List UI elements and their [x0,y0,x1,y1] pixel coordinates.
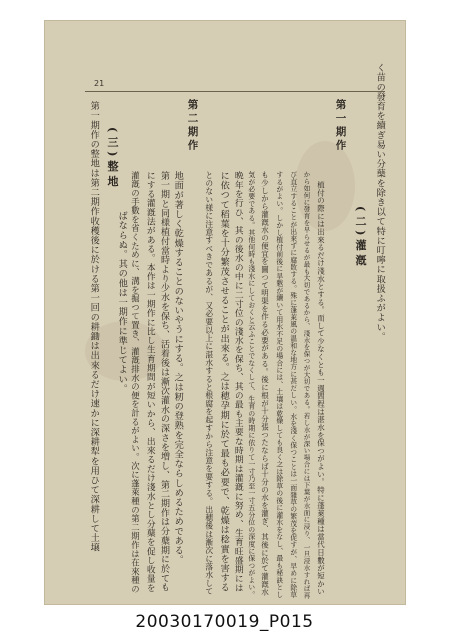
text-column: 地面が著しく乾燥することのないやうにする。之は籾の登熟を完全ならしめるためである。 [172,171,184,565]
text-column: から如何に發育を早らせるが最も大切であるから、淺水を保つが大切である。若し水が深い場合には下葉が水面に浸り、一旦浸水すれば再 [302,171,311,599]
section-heading-irrigation: (二)灌漑 [354,206,367,270]
text-column: も少しから灌漑水の便宜を圖つて明渠を作る必要がある。後に根が十分張つたならば十分の水を灌ぎ、其後に於て灌漑水 [260,171,270,596]
text-column: 灌漑の手數を省くために、溝を掘つて置き、灌漑排水の便を計るがよい。次に蓬萊種の第二期作は在來種の [130,171,141,594]
section-heading-land-preparation: (三)整地 [106,127,119,191]
text-column: び直立することが出來ずに腐敗する。殊に蓬萊風の温和な地方に甚だしい。水を淺く保つことは一面雜草の繁茂を促すが、早めに除草 [288,171,297,599]
text-column: 気が必要である。其他何時も淺水にしておくと云ふことでなくして、生育の時期に依りて一寸乃至一寸五分位の深度に保つがよい。 [246,171,255,599]
text-column: とのない様に注意すべきであるが、又必要以上に湛水すると根腐を起すから注意を要する。出穂後は漸次に落水して [204,171,214,596]
text-column: 植付の際には出來るだけ淺水とする。而して少なくとも一週間程は湛水を保つがよい。特に蓬萊種は當代日數が短かい [316,181,326,596]
text-column: 晩年を行ひ、其の後水の中に二寸位の淺水を保ち、其の最も主要な時期は灌漑に努め、生育旺盛期には [232,171,243,593]
header-rule [85,91,385,92]
text-column: 第一期作の整地は第二期作收穫後に於ける第一回の耕鋤は出來るだけ速かに深耕犁を用ひて深耕して土壌 [88,101,100,553]
archive-id-caption: 20030170019_P015 [135,612,314,632]
text-column: にする灌漑法がある。本作は一期作に比し生育期間が短いから、出來るだけ淺水とし分蘖を促し收量を [144,171,155,593]
text-column: ばならぬ。其の他は一期作に準じてよい。 [116,211,128,394]
text-column: するがよい。しかし植付前後に旱魃が續いて用水不足の場合には、土壤は乾燥しても良く之は除草の後に灌水をなし、最も秘訣とし [274,171,283,599]
heading-second-crop: 第二期作 [186,99,199,153]
page-number: 21 [94,79,105,88]
text-column: に依つて稻葉を十分繁茂させることが出來る。之は穂孕期に於て最も必要で、乾燥は稔實を害する [218,171,230,593]
text-column: く苗の發育を續ぎ易い分蘖を除き以て特に叮嚀に取扱ふがよい。 [374,63,386,342]
book-page [44,20,406,605]
heading-first-crop: 第一期作 [334,99,347,153]
text-column: 第一期と同様植付當時より少水を保ち、活着後は漸次灌水の深さを増し、第二期作は分蘖期に於ても [158,171,169,593]
